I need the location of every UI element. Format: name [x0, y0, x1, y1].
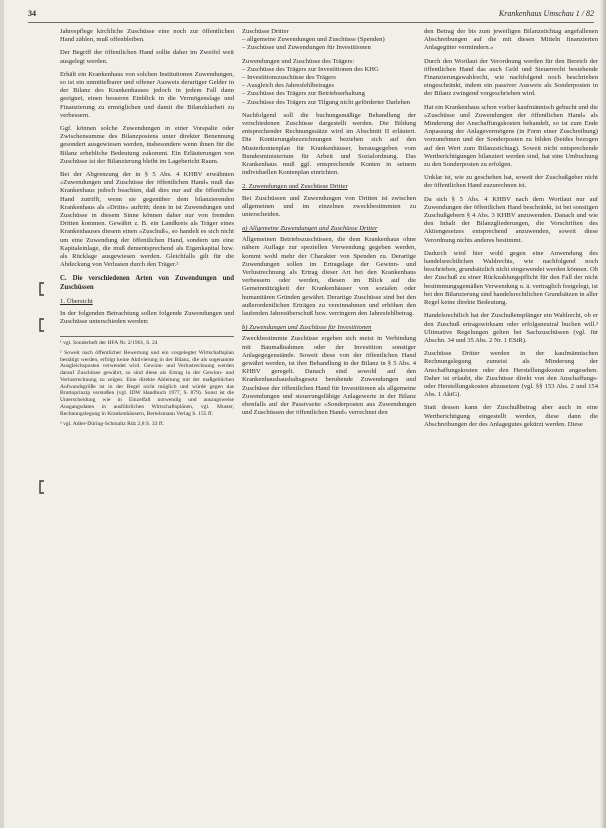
column-middle [242, 28, 416, 422]
list-item: – Zuschüsse des Trägers zur Tilgung nicht geförderter Darlehen [242, 98, 411, 106]
subsubsection-heading: a) Allgemeine Zuwendungen und Zuschüsse Dritter [242, 225, 378, 233]
paragraph: Zuschüsse Dritter [242, 28, 289, 35]
paragraph: Bei Zuschüssen und Zuwendungen von Dritten ist zwischen allgemeinen und im einzelnen zweckbestimmten zu unterscheiden. [242, 194, 416, 219]
paragraph: Ggf. können solche Zuwendungen in einer Vorspalte oder Zwischensumme des Bilanzpostens unter direkter Benennung gesondert ausgewiesen werden, insbesondere wenn ihnen für die Bilanz erhebliche Bedeutung zukommt. Ein Erläuterungen von Zuschüsse ist der Bilanzierung bleibt im Lagebericht Raum. [60, 125, 234, 165]
scan-shadow [600, 0, 606, 828]
page-number: 34 [28, 9, 36, 18]
paragraph: In der folgenden Betrachtung sollen folgende Zuwendungen und Zuschüsse unterschieden werden: [60, 309, 234, 325]
paragraph: Zweckbestimmte Zuschüsse ergeben sich meist in Verbindung mit Baumaßnahmen oder der Investition sonstiger Anlagegegenstände. Soweit diese von der öffentlichen Hand gewährt werden, ist ihre Behandlung in der Bilanz in § 5 Abs. 4 KHBV geregelt. Danach sind sowohl auf den Krankenhaushaushaltsgesetz beruhende Zuwendungen und Zuschüsse der öffentlichen Hand für Investitionen als allgemeine Zuwendungen und steuerungsfähige Anlagewerte in der Bilanz ebenfalls auf der Passivseite »Sonderposten aus Zuwendungen und Zuschüssen der öffentlichen Hand« verrechnet den [242, 335, 416, 417]
paragraph: Dadurch wird hier wohl gegen eine Anwendung des handelsrechtlichen Wahlrechts, wie nachfolgend noch beschrieben, grundsätzlich nicht eingewendet werden können. Ob der Zuschuß zu einer Rückzahlungspflicht für den Fall der nicht bestimmungsgemäßen Verwendung u. ä. vertraglich festgelegt, ist bei den Bilanzierung sind handelsrechtlichen Grundsätzen in aller Regel keine direkte Bedeutung. [424, 249, 598, 307]
paragraph: Der Begriff der öffentlichen Hand sollte daher im Zweifel weit ausgelegt werden. [60, 49, 234, 65]
subsection-heading: 1. Übersicht [60, 298, 93, 306]
dash-list [242, 66, 416, 107]
list-item: – Zuschüsse und Zuwendungen für Investitionen [242, 44, 371, 52]
margin-mark-icon [38, 480, 48, 494]
list-item: – Zuschüsse des Trägers zur Investitionen des KHG [242, 65, 379, 73]
paragraph: den Betrag der bis zum jeweiligen Bilanzstichtag angefallenen Abschreibungen auf die mit diesen Mitteln finanzierten Anlagegüter vermindern.« [424, 28, 598, 52]
column-left [60, 28, 234, 430]
running-title: Krankenhaus Umschau 1 / 82 [498, 9, 594, 18]
paragraph: Nachfolgend soll die buchungsmäßige Behandlung der verschiedenen Zuschüsse dargestellt werden. Die Bildung entsprechender Rechnungssätze wird im Abschnitt II erläutert. Die Kontierungsbezeichnungen beziehen sich auf den Musterkontenplan für Krankenhäuser, herausgegeben vom Bundesministerium für Arbeit und Sozialordnung. Das Krankenhaus muß ggf. entsprechende Konten in seinem individuellen Kontenplan einrichten. [242, 111, 416, 177]
paragraph: Allgemeinen Betriebszuschüssen, die dem Krankenhaus ohne nähere Auflage zur speziellen Verwendung gegeben werden, kommt wohl mehr der Charakter von Spenden zu. Derartige Zuwendungen sollen im Ertragslage der Gewinn- und Verlustrechnung als Ertrag dieser Art bei den Krankenhaus verbessern oder werden, diesen im Blick auf die Gemeinnützigkeit der Krankenhäuser von sozialen oder humanitären Gründen gewährt. Derartige Zuschüsse sind bei den außerordentlichen Erträgen zu vereinnahmen und erhöhen den laufenden Jahresüberschuß bzw. verringern den Jahresfehlbetrag. [242, 236, 416, 318]
dash-list [242, 36, 416, 52]
paragraph: Jahrespflege kirchliche Zuschüsse eine noch zur öffentlichen Hand zählen, muß offenbleiben. [60, 28, 234, 44]
paragraph: Erhält ein Krankenhaus von solchen Institutionen Zuwendungen, so ist ein unmittelbarer und offener Ausweis derartiger Gelder in der Bilanz des Krankenhauses jedoch in jedem Fall dann geeignet, einen besseren Einblick in die Vermögenslage und Finanzierung zu ermöglichen und damit die Bilanzklarheit zu verbessern. [60, 70, 234, 119]
footnotes [60, 336, 234, 428]
paragraph: Hat ein Krankenhaus schon vorher kaufmännisch gebucht und die »Zuschüsse und Zuwendungen der öffentlichen Hand« als Minderung der Anschaffungskosten behandelt, so ist zum Ende Anpassung der Anlagevermögens (in Form einer Zuschreibung) vorzunehmen und der Sonderposten zu bilden (beides bezogen auf den Wert zum Bilanzstichtag). Soweit nicht entsprechende Wertberichtigungen bilanziert werden sind, hat eine Umbuchung zu den Sonderposten zu erfolgen. [424, 103, 598, 169]
footnote: ¹ vgl. Sonderheft der HFA Nr. 2/1961, S. 24 [60, 339, 158, 346]
subsection-heading: 2. Zuwendungen und Zuschüsse Dritter [242, 183, 348, 191]
list-item: – Investitionszuschüsse des Trägers [242, 74, 336, 82]
list-item: – allgemeine Zuwendungen und Zuschüsse (Spenden) [242, 36, 385, 44]
paragraph: Unklar ist, wie zu geschehen hat, soweit der Zuschußgeber nicht der öffentlichen Hand zuzurechnen ist. [424, 174, 598, 190]
paragraph: Durch den Wortlaut der Verordnung werden für den Bereich der öffentlichen Hand das auch Geld und Steuerrecht bestehende Finanzierungswahlrecht, wie nachfolgend noch beschrieben eingeschränkt, indem ein passiver Ausweis als Sonderposten in der Bilanz zwingend vorgeschrieben wird. [424, 57, 598, 98]
paragraph: Zuwendungen und Zuschüsse des Trägers: [242, 57, 355, 65]
paragraph: Handelsrechtlich hat der Zuschußempfänger ein Wahlrecht, ob er den Zuschuß ertragswirksam oder erfolgsneutral buchen will.³ Ultimative Regelungen gelten bei Sachzuschüssen (vgl. für Abschn. 34 und 35 Abs. 2 Nr. 1 EStR). [424, 312, 598, 344]
list-item: – Ausgleich des Jahresfehlbetrages [242, 82, 335, 90]
paragraph: Bei der Abgrenzung der in § 5 Abs. 4 KHBV erwähnten »Zuwendungen und Zuschüsse der öffentlichen Hand« muß das Krankenhaus jedoch beachten, daß dies nur auf die öffentliche Hand zutrifft, wenn sie gegenüber dem bilanzierenden Krankenhaus als »Dritte« auftritt; denn in ist Zuwendungen und Zuschüsse in diesem Sinne können daher nur von fremden Dritten kommen. Gewährt z. B. ein Landkreis als Träger eines Krankenhauses diesem einen »Zuschuß«, so handelt es sich nicht um eine Zuwendung der öffentlichen Hand, sondern um eine Kapitaleinlage, die muß dementsprechend als Eigenkapital bzw. als Rücklage ausgewiesen werden. Gleichfalls gilt für die Abdeckung von Verlusten durch den Träger.² [60, 171, 234, 269]
column-right [424, 28, 598, 434]
paragraph: Zuschüsse Dritter werden in der kaufmännischen Rechnungslegung zumeist als Minderung der Anschaffungskosten oder den Herstellungskosten angesehen. Daher ist erlaubt, die Zuschüsse direkt von den Anschaffungs- oder Herstellungskosten abzusetzen (vgl. §§ 153 Abs. 2 und 154 Abs. 1 AktG). [424, 350, 598, 399]
footnote: ² Soweit nach öffentlicher Bewertung und ein vorgelegter Wirtschaftsplan bestätigt werden, erfolgt keine Aktivierung in der Bilanz, die als sogenannte Ausgleichsposten verwendet wird. Gewinn- und Verlustrechnung werden darauf Zuschüsse gewährt, so sind diese als Ertrag in der Gewinn- und Verlustrechnung zu zeigen. Eine direkte Ableitung mit der maßgeblichen Aufwandsgröße ist in der Regel nicht möglich und würde gegen das Bruttoprinzip verstoßen (vgl. IDW Handbuch 1977, S. 879). Sonst ist die Unterscheidung wie in Einzelfall notwendig und auszugsweise Ausgangsdaten in ausführlichen Wirtschaftsplänen, vgl. Muster, Rechnungslegung in Krankenhäusern, Bertelsmann Verlag S. 155 ff. [60, 349, 234, 417]
page-header [28, 8, 594, 23]
list-item: – Zuschüsse des Trägers zur Betriebserhaltung [242, 90, 365, 98]
footnote: ³ vgl. Adler-Düring-Schmaltz Rdz 2,8 S. 33 ff. [60, 420, 164, 427]
margin-mark-icon [38, 282, 48, 296]
paragraph: Statt dessen kann der Zuschußbetrag aber auch in eine Wertberichtigung eingestellt werden, diese dann die Abschreibungen der des Anlagegutes gekürzt werden. Diese [424, 404, 598, 428]
section-heading: C. Die verschiedenen Arten von Zuwendungen und Zuschüssen [60, 275, 234, 291]
margin-mark-icon [38, 318, 48, 332]
subsubsection-heading: b) Zuwendungen und Zuschüsse für Investitionen [242, 324, 372, 332]
binding-edge [0, 0, 4, 828]
paragraph: Da sich § 5 Abs. 4 KHBV nach dem Wortlaut nur auf Zuwendungen der öffentlichen Hand beschränkt, ist bei sonstigen Zuschußgebern § 4 Abs. 3 KHBV anzuwenden. Danach und wie den Inhalt der Bilanzgliederungen, die Vorschriften des Aktiengesetzes entsprechend anzuwenden, soweit diese Verordnung nichts anderes bestimmt. [424, 195, 598, 244]
